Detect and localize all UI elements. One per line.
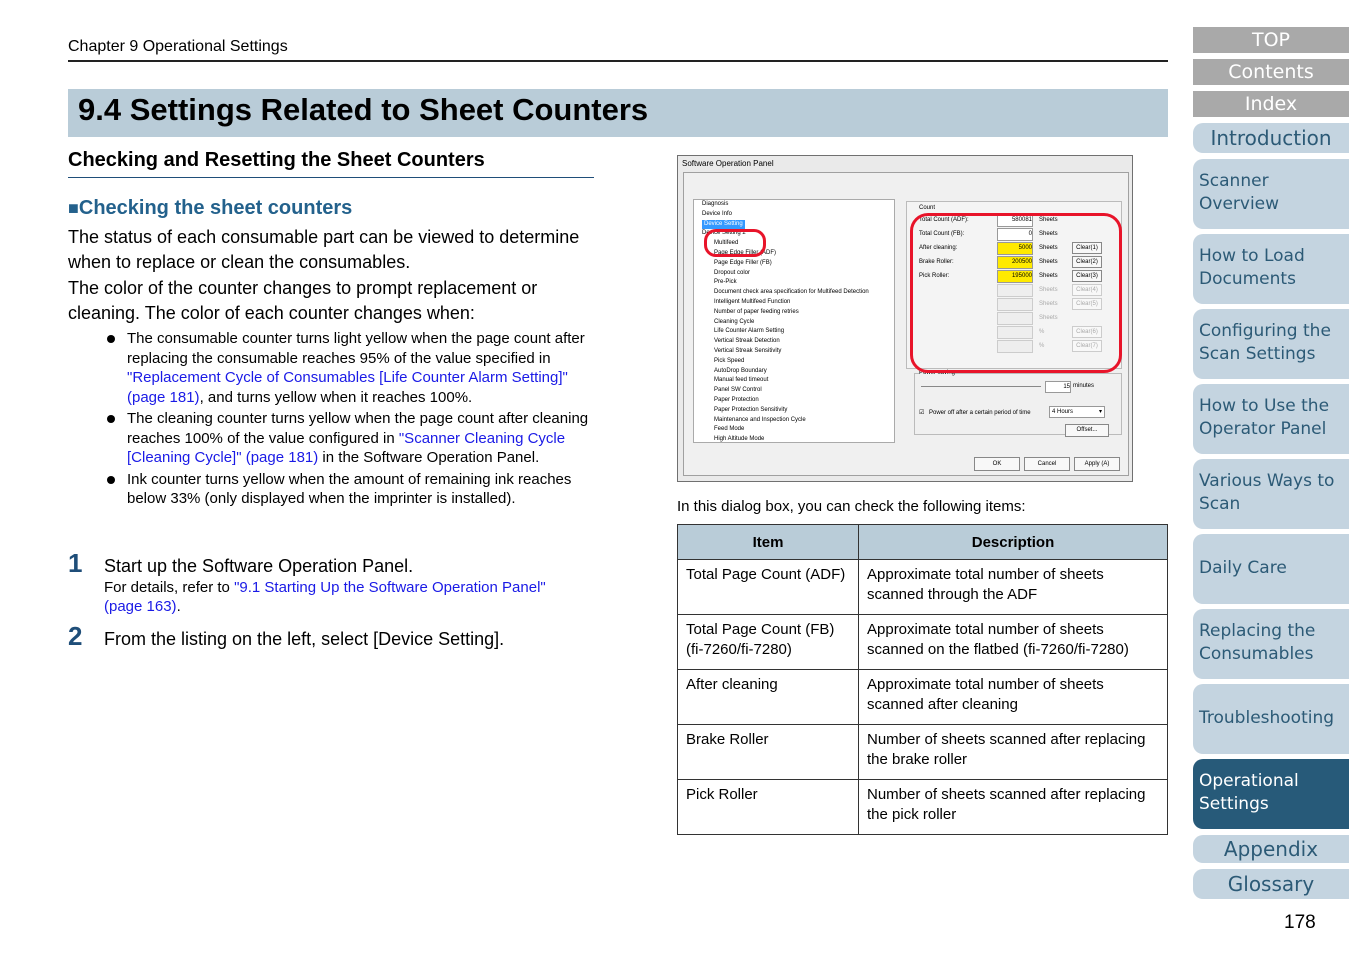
nav-section-operational-settings[interactable] xyxy=(1193,759,1349,829)
counter-label: Brake Roller: xyxy=(919,259,954,265)
counter-label: After cleaning: xyxy=(919,245,958,251)
chapter-header: Chapter 9 Operational Settings xyxy=(68,38,288,55)
software-operation-panel-screenshot xyxy=(677,155,1133,482)
link-replacement-cycle[interactable]: "Replacement Cycle of Consumables [Life Counter Alarm Setting]" (page 181) xyxy=(127,369,568,406)
step-number: 1 xyxy=(68,548,83,578)
nav-section-label: Various Ways to Scan xyxy=(1199,471,1335,514)
nav-section-label: Troubleshooting xyxy=(1199,708,1335,728)
chevron-down-icon: ▾ xyxy=(1098,409,1102,415)
tree-item[interactable]: Paper Protection Sensitivity xyxy=(714,406,788,413)
apply-button[interactable]: Apply (A) xyxy=(1074,457,1120,471)
tree-item[interactable]: Number of paper feeding retries xyxy=(714,308,799,315)
bullet-dot-icon xyxy=(107,335,115,343)
clear-counter-button[interactable]: Clear(5) xyxy=(1072,298,1102,310)
nav-section-various-ways-to-scan[interactable] xyxy=(1193,459,1349,529)
tree-item[interactable]: Paper Protection xyxy=(714,396,759,403)
minutes-unit: minutes xyxy=(1073,383,1095,389)
column-header-description: Description xyxy=(859,525,1168,560)
title-bar xyxy=(68,89,1168,137)
nav-appendix[interactable]: Appendix xyxy=(1193,835,1349,863)
step-text: Start up the Software Operation Panel. xyxy=(104,556,414,576)
tree-item[interactable]: Life Counter Alarm Setting xyxy=(714,328,785,335)
ok-button[interactable]: OK xyxy=(974,457,1020,471)
nav-section-label: How to Use the Operator Panel xyxy=(1199,396,1330,439)
counter-unit: Sheets xyxy=(1039,315,1058,321)
tree-item[interactable]: Pre-Pick xyxy=(714,279,737,286)
clear-counter-button[interactable]: Clear(2) xyxy=(1072,256,1102,268)
nav-section-label: How to Load Documents xyxy=(1199,246,1305,289)
power-saving-group xyxy=(914,370,1122,435)
power-off-label: Power off after a certain period of time xyxy=(929,410,1031,416)
minutes-field[interactable]: 15 xyxy=(1045,381,1071,393)
bullet-item: Ink counter turns yellow when the amount of remaining ink reaches below 33% (only displayed when the imprinter is installed). xyxy=(106,470,596,509)
nav-glossary[interactable]: Glossary xyxy=(1193,869,1349,899)
counter-value: 5000 xyxy=(997,242,1033,255)
nav-section-troubleshooting[interactable] xyxy=(1193,684,1349,754)
column-header-item: Item xyxy=(678,525,859,560)
step-number: 2 xyxy=(68,621,83,651)
nav-section-daily-care[interactable] xyxy=(1193,534,1349,604)
tree-item[interactable]: Document check area specification for Multifeed Detection xyxy=(714,289,869,296)
counter-unit: Sheets xyxy=(1039,231,1058,237)
counter-value: 200500 xyxy=(997,256,1033,269)
tree-item[interactable]: Pick Speed xyxy=(714,357,745,364)
step-text: From the listing on the left, select [Device Setting]. xyxy=(104,629,505,649)
highlight-ring-device-setting xyxy=(704,229,766,257)
tree-item[interactable]: Vertical Streak Sensitivity xyxy=(714,347,782,354)
counter-label: Total Count (FB): xyxy=(919,231,965,237)
power-off-select[interactable]: 4 Hours ▾ xyxy=(1049,406,1105,418)
step-detail: For details, refer to "9.1 Starting Up the Software Operation Panel" (page 163). xyxy=(104,579,546,615)
item-cell: Total Page Count (FB) (fi-7260/fi-7280) xyxy=(678,615,859,670)
header-rule xyxy=(68,60,1168,62)
bullet-item: The cleaning counter turns yellow when the page count after cleaning reaches 100% of the value configured in "Scanner Cleaning Cycle [Cleaning Cycle]" (page 181) in the Software Operation Panel. xyxy=(106,409,596,468)
power-off-checkbox[interactable]: ☑ xyxy=(919,410,925,416)
tree-item[interactable]: Device Setting 2 xyxy=(702,230,746,237)
description-cell: Approximate total number of sheets scanned after cleaning xyxy=(859,670,1168,725)
section-heading xyxy=(68,197,352,220)
power-saving-label: Power saving xyxy=(919,370,956,376)
intro-paragraph-2: The color of the counter changes to prompt replacement or cleaning. The color of each counter changes when: xyxy=(68,278,538,323)
item-cell: Brake Roller xyxy=(678,725,859,780)
item-cell: After cleaning xyxy=(678,670,859,725)
tree-item[interactable]: High Altitude Mode xyxy=(714,436,765,443)
description-cell: Number of sheets scanned after replacing the pick roller xyxy=(859,780,1168,835)
counter-unit: Sheets xyxy=(1039,259,1058,265)
nav-section-label: Replacing the Consumables xyxy=(1199,621,1316,664)
screenshot-caption: In this dialog box, you can check the following items: xyxy=(677,498,1026,515)
table-row xyxy=(678,780,1168,835)
tree-item[interactable]: Page Edge Filler (FB) xyxy=(714,259,772,266)
counter-unit: Sheets xyxy=(1039,245,1058,251)
counter-unit: Sheets xyxy=(1039,301,1058,307)
counter-value: 195000 xyxy=(997,270,1033,283)
nav-index[interactable]: Index xyxy=(1193,91,1349,117)
clear-counter-button[interactable]: Clear(1) xyxy=(1072,242,1102,254)
page-title: 9.4 Settings Related to Sheet Counters xyxy=(78,92,649,127)
items-table xyxy=(677,524,1168,835)
dialog-body xyxy=(683,172,1129,476)
link-cleaning-cycle[interactable]: "Scanner Cleaning Cycle [Cleaning Cycle]" (page 181) xyxy=(127,429,566,466)
link-starting-up-panel[interactable]: "9.1 Starting Up the Software Operation Panel" (page 163) xyxy=(104,579,546,615)
counter-label: Total Count (ADF): xyxy=(919,217,969,223)
description-cell: Approximate total number of sheets scanned on the flatbed (fi-7260/fi-7280) xyxy=(859,615,1168,670)
page-number: 178 xyxy=(1284,912,1316,933)
item-cell: Pick Roller xyxy=(678,780,859,835)
table-header-row xyxy=(678,525,1168,560)
counter-unit: Sheets xyxy=(1039,287,1058,293)
bullet-dot-icon xyxy=(107,476,115,484)
nav-section-configuring-the-scan-settings[interactable] xyxy=(1193,309,1349,379)
nav-contents[interactable]: Contents xyxy=(1193,59,1349,85)
subheading: Checking and Resetting the Sheet Counters xyxy=(68,149,594,178)
nav-section-how-to-load-documents[interactable] xyxy=(1193,234,1349,304)
counter-unit: Sheets xyxy=(1039,217,1058,223)
tree-item[interactable]: Multifeed xyxy=(714,240,739,247)
nav-section-scanner-overview[interactable] xyxy=(1193,159,1349,229)
nav-section-replacing-the-consumables[interactable] xyxy=(1193,609,1349,679)
nav-section-label: Configuring the Scan Settings xyxy=(1199,321,1331,364)
bullet-list xyxy=(106,329,596,511)
nav-section-how-to-use-the-operator-panel[interactable] xyxy=(1193,384,1349,454)
clear-counter-button[interactable]: Clear(4) xyxy=(1072,284,1102,296)
item-cell: Total Page Count (ADF) xyxy=(678,560,859,615)
cancel-button[interactable]: Cancel xyxy=(1024,457,1070,471)
counter-value: 0 xyxy=(997,228,1033,241)
nav-section-label: Operational Settings xyxy=(1199,771,1299,814)
tree-item[interactable]: AutoDrop Boundary xyxy=(714,367,767,374)
highlight-ring-counters xyxy=(910,213,1122,373)
tree-item[interactable]: Diagnosis xyxy=(702,201,729,207)
clear-counter-button[interactable]: Clear(7) xyxy=(1072,340,1102,352)
square-bullet-icon: ■ xyxy=(68,198,79,218)
tree-item[interactable]: Dropout color xyxy=(714,269,751,276)
nav-top[interactable]: TOP xyxy=(1193,27,1349,53)
description-cell: Approximate total number of sheets scanned through the ADF xyxy=(859,560,1168,615)
window-title: Software Operation Panel xyxy=(682,159,774,168)
intro-paragraph-1: The status of each consumable part can be viewed to determine when to replace or clean the consumables. xyxy=(68,227,580,272)
tree-item[interactable]: Manual feed timeout xyxy=(714,377,769,384)
tree-item[interactable]: Device Setting xyxy=(702,220,745,230)
bullet-item: The consumable counter turns light yellow when the page count after replacing the consumable reaches 95% of the value specified in "Replacement Cycle of Consumables [Life Counter Alarm Setting]" (page 181), and turns yellow when it reaches 100%. xyxy=(106,329,596,407)
nav-section-label: Scanner Overview xyxy=(1199,171,1280,214)
counter-unit: % xyxy=(1039,343,1045,349)
tree-item[interactable]: Page Edge Filler (ADF) xyxy=(714,249,777,256)
tree-item[interactable]: Device Info xyxy=(702,210,733,217)
counter-unit: Sheets xyxy=(1039,273,1058,279)
table-row xyxy=(678,560,1168,615)
bullet-dot-icon xyxy=(107,415,115,423)
tree-item[interactable]: Feed Mode xyxy=(714,426,745,433)
counter-unit: % xyxy=(1039,329,1045,335)
counter-value: 580081 xyxy=(997,214,1033,227)
tree-item[interactable]: Panel SW Control xyxy=(714,387,762,394)
nav-introduction[interactable]: Introduction xyxy=(1193,123,1349,153)
offset-button[interactable]: Offset... xyxy=(1065,424,1109,437)
counter-label: Pick Roller: xyxy=(919,273,950,279)
nav-section-label: Daily Care xyxy=(1199,558,1287,578)
description-cell: Number of sheets scanned after replacing the brake roller xyxy=(859,725,1168,780)
table-row xyxy=(678,725,1168,780)
count-group-label: Count xyxy=(919,205,936,211)
clear-counter-button[interactable]: Clear(3) xyxy=(1072,270,1102,282)
tree-item[interactable]: Intelligent Multifeed Function xyxy=(714,298,791,305)
clear-counter-button[interactable]: Clear(6) xyxy=(1072,326,1102,338)
table-body xyxy=(678,560,1168,835)
section-title: Checking the sheet counters xyxy=(78,197,353,219)
table-row xyxy=(678,670,1168,725)
power-slider[interactable] xyxy=(921,386,1041,387)
table-row xyxy=(678,615,1168,670)
tree-item[interactable]: Cleaning Cycle xyxy=(714,318,755,325)
tree-item[interactable]: Vertical Streak Detection xyxy=(714,338,780,345)
tree-item[interactable]: Maintenance and Inspection Cycle xyxy=(714,416,806,423)
